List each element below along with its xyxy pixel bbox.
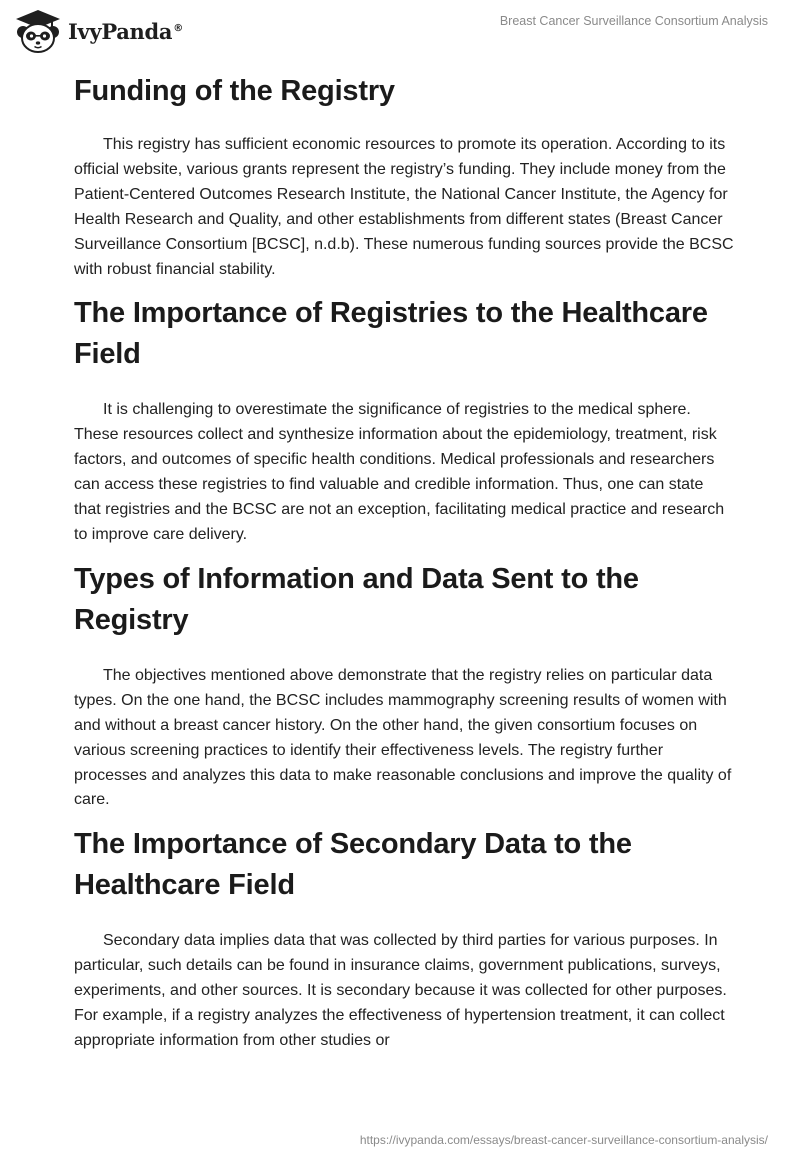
- section-paragraph: The objectives mentioned above demonstrate that the registry relies on particular data types. On the one hand, the BCSC includes mammography screening results of women with and without a breast cancer history. On the other hand, the given consortium focuses on various screening practices to identify their effectiveness levels. The registry further processes and analyzes this data to make reasonable conclusions and improve the quality of care.: [74, 666, 732, 809]
- article-body: [74, 70, 734, 1054]
- logo-text: IvyPanda®: [68, 18, 183, 44]
- page-header: [0, 0, 800, 60]
- source-url[interactable]: https://ivypanda.com/essays/breast-cancer-surveillance-consortium-analysis/: [359, 1133, 768, 1147]
- ivypanda-logo[interactable]: [14, 8, 183, 54]
- section-heading: The Importance of Secondary Data to the Healthcare Field: [74, 828, 632, 902]
- section-heading: Types of Information and Data Sent to the Registry: [74, 562, 639, 636]
- registered-mark: ®: [173, 22, 183, 34]
- section-heading: Funding of the Registry: [74, 75, 395, 107]
- section-paragraph: This registry has sufficient economic resources to promote its operation. According to its official website, various grants represent the registry’s funding. They include money from the Patient-Centered Outcomes Research Institute, the National Cancer Institute, the Agency for Health Research and Quality, and other establishments from different states (Breast Cancer Surveillance Consortium [BCSC], n.d.b). These numerous funding sources provide the BCSC with robust financial stability.: [74, 136, 734, 278]
- section-paragraph: Secondary data implies data that was collected by third parties for various purposes. In particular, such details can be found in insurance claims, government publications, surveys, experiments, and other sources. It is secondary because it was collected for other purposes. For example, if a registry analyzes the effectiveness of hypertension treatment, it can collect appropriate information from other studies or: [74, 932, 727, 1049]
- section-heading: The Importance of Registries to the Healthcare Field: [74, 297, 708, 371]
- section-paragraph: It is challenging to overestimate the significance of registries to the medical sphere. These resources collect and synthesize information about the epidemiology, treatment, risk factors, and outcomes of specific health conditions. Medical professionals and researchers can access these registries to find valuable and credible information. Thus, one can state that registries and the BCSC are not an exception, facilitating medical practice and research to improve care delivery.: [74, 401, 725, 543]
- document-title: Breast Cancer Surveillance Consortium Analysis: [499, 14, 768, 28]
- panda-graduate-icon: [14, 8, 62, 54]
